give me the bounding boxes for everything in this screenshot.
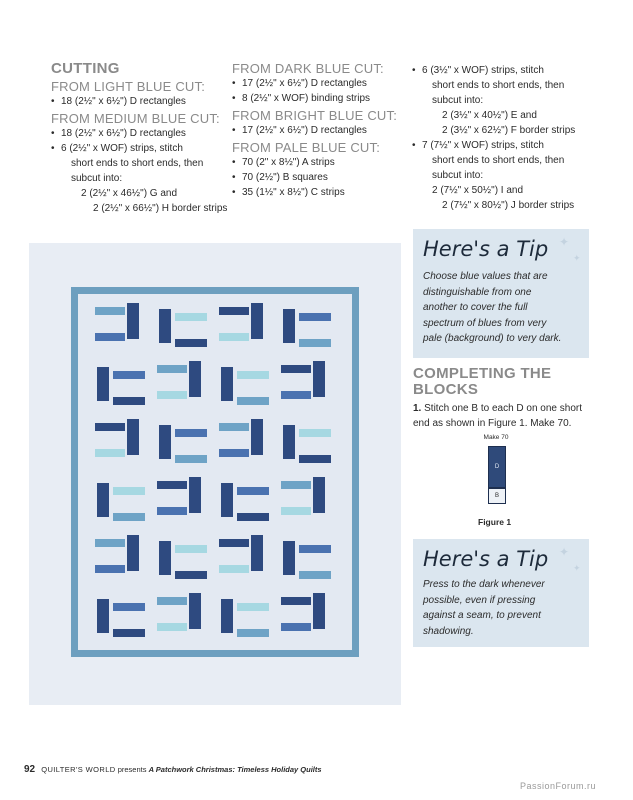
quilt-patch xyxy=(251,303,263,339)
col3-item-cont: short ends to short ends, then xyxy=(432,80,565,91)
quilt-patch xyxy=(113,397,145,405)
tip-line: against a seam, to prevent xyxy=(423,610,541,621)
footer-title: A Patchwork Christmas: Timeless Holiday Quilts xyxy=(148,765,322,774)
quilt-patch xyxy=(97,599,109,633)
watermark: PassionForum.ru xyxy=(520,781,597,791)
col3-sub: 2 (3½" x 40½") E and xyxy=(442,110,537,121)
quilt-patch xyxy=(283,425,295,459)
step-number: 1. xyxy=(413,403,422,414)
star-icon: ✦ xyxy=(573,563,581,573)
light-blue-heading: FROM LIGHT BLUE CUT: xyxy=(51,79,206,94)
quilt-patch xyxy=(299,455,331,463)
light-blue-item: • 18 (2½" x 6½") D rectangles xyxy=(51,94,226,109)
quilt-patch xyxy=(281,597,311,605)
tip-line: another to cover the full xyxy=(423,302,528,313)
quilt-patch xyxy=(175,339,207,347)
quilt-patch xyxy=(175,455,207,463)
figure-b-square: B xyxy=(488,488,506,504)
medium-blue-item: • 18 (2½" x 6½") D rectangles xyxy=(51,126,226,141)
quilt-patch xyxy=(219,539,249,547)
medium-blue-sub: 2 (2½" x 66½") H border strips xyxy=(93,203,228,214)
quilt-patch xyxy=(237,487,269,495)
quilt-patch xyxy=(219,449,249,457)
tip-box-1 xyxy=(413,229,589,358)
tip-1-text xyxy=(423,269,561,347)
quilt-patch xyxy=(113,371,145,379)
tip-box-2 xyxy=(413,539,589,647)
figure-d-rect: D xyxy=(488,446,506,488)
quilt-patch xyxy=(221,367,233,401)
quilt-patch xyxy=(175,545,207,553)
quilt-photo xyxy=(29,243,401,705)
quilt-patch xyxy=(159,309,171,343)
completing-title xyxy=(413,366,613,398)
col3-sub: 2 (7½" x 50½") I and xyxy=(432,185,524,196)
cutting-section xyxy=(51,60,226,216)
quilt-patch xyxy=(113,629,145,637)
quilt-patch xyxy=(251,535,263,571)
quilt-patch xyxy=(281,623,311,631)
quilt-patch xyxy=(97,483,109,517)
quilt-patch xyxy=(157,507,187,515)
quilt-patch xyxy=(127,535,139,571)
quilt-patch xyxy=(281,481,311,489)
pale-blue-item: • 35 (1½" x 8½") C strips xyxy=(232,185,412,200)
pale-blue-heading: FROM PALE BLUE CUT: xyxy=(232,140,381,155)
quilt-patch xyxy=(113,603,145,611)
quilt-patch xyxy=(281,507,311,515)
quilt-patch xyxy=(219,307,249,315)
quilt-patch xyxy=(221,599,233,633)
completing-title-line: COMPLETING THE xyxy=(413,365,552,382)
tip-line: shadowing. xyxy=(423,625,474,637)
quilt-patch xyxy=(281,365,311,373)
quilt-patch xyxy=(299,313,331,321)
tip-line: pale (background) to very dark. xyxy=(423,333,562,344)
quilt-patch xyxy=(127,419,139,455)
quilt-patch xyxy=(237,603,269,611)
page-footer xyxy=(24,764,322,775)
quilt-patch xyxy=(175,429,207,437)
quilt-patch xyxy=(251,419,263,455)
quilt-patch xyxy=(157,481,187,489)
cutting-col2 xyxy=(232,61,412,200)
quilt-patch xyxy=(283,541,295,575)
completing-title-line: BLOCKS xyxy=(413,381,479,398)
quilt-patch xyxy=(95,333,125,341)
completing-section xyxy=(413,366,613,431)
col3-sub: 2 (3½" x 62½") F border strips xyxy=(442,125,576,136)
quilt-patch xyxy=(159,541,171,575)
quilt-patch xyxy=(175,313,207,321)
quilt-patch xyxy=(157,365,187,373)
quilt-patch xyxy=(313,593,325,629)
tip-line: possible, even if pressing xyxy=(423,594,536,606)
star-icon: ✦ xyxy=(559,545,570,559)
quilt-patch xyxy=(127,303,139,339)
quilt-patch xyxy=(313,477,325,513)
figure-1 xyxy=(470,434,530,534)
bright-blue-heading: FROM BRIGHT BLUE CUT: xyxy=(232,108,398,123)
tip-2-text xyxy=(423,577,545,639)
quilt-patch xyxy=(237,397,269,405)
step-text: Stitch one B to each D on one short xyxy=(424,403,583,414)
quilt-patch xyxy=(299,339,331,347)
tip-line: spectrum of blues from very xyxy=(423,317,547,329)
quilt-patch xyxy=(95,565,125,573)
quilt-patch xyxy=(313,361,325,397)
tip-line: Press to the dark whenever xyxy=(423,579,545,590)
quilt-patch xyxy=(281,391,311,399)
quilt-patch xyxy=(95,539,125,547)
figure-caption: Figure 1 xyxy=(478,517,512,527)
quilt-patch xyxy=(221,483,233,517)
step-text: end as shown in Figure 1. Make 70. xyxy=(413,418,572,429)
star-icon: ✦ xyxy=(573,253,581,263)
quilt-patch xyxy=(189,361,201,397)
tip-1-title: Here's a Tip xyxy=(423,237,549,261)
quilt-patch xyxy=(219,423,249,431)
quilt-patch xyxy=(237,371,269,379)
quilt-patch xyxy=(299,545,331,553)
quilt-patch xyxy=(299,429,331,437)
star-icon: ✦ xyxy=(559,235,570,249)
footer-brand: QUILTER'S WORLD xyxy=(41,765,116,774)
quilt-patch xyxy=(157,623,187,631)
medium-blue-item-cont: short ends to short ends, then xyxy=(71,158,204,169)
quilt-patch xyxy=(113,513,145,521)
tip-2-title: Here's a Tip xyxy=(423,547,549,571)
medium-blue-sub: 2 (2½" x 46½") G and xyxy=(81,188,178,199)
quilt-patch xyxy=(283,309,295,343)
quilt-patch xyxy=(175,571,207,579)
quilt-patch xyxy=(219,565,249,573)
quilt-patch xyxy=(113,487,145,495)
cutting-col3 xyxy=(412,63,612,213)
page-number: 92 xyxy=(24,764,36,775)
quilt-patch xyxy=(95,449,125,457)
medium-blue-item: • 6 (2½" x WOF) strips, stitch xyxy=(51,141,226,156)
quilt-patch xyxy=(159,425,171,459)
cutting-title: CUTTING xyxy=(51,60,120,77)
quilt-patch xyxy=(95,423,125,431)
footer-presents: presents xyxy=(117,765,147,774)
quilt-patch xyxy=(189,593,201,629)
pale-blue-item: • 70 (2" x 8½") A strips xyxy=(232,155,412,170)
col3-item-cont: short ends to short ends, then xyxy=(432,155,565,166)
figure-make-label: Make 70 xyxy=(483,434,509,441)
quilt-patch xyxy=(95,307,125,315)
bright-blue-item: • 17 (2½" x 6½") D rectangles xyxy=(232,123,412,138)
quilt-illustration xyxy=(29,243,401,705)
step-1 xyxy=(413,401,613,416)
quilt-patch xyxy=(299,571,331,579)
col3-item: • 6 (3½" x WOF) strips, stitch xyxy=(412,63,612,78)
col3-item-cont: subcut into: xyxy=(432,95,484,106)
quilt-patch xyxy=(219,333,249,341)
medium-blue-item-cont: subcut into: xyxy=(71,173,123,184)
quilt-patch xyxy=(157,391,187,399)
tip-line: distinguishable from one xyxy=(423,286,532,298)
pale-blue-item: • 70 (2½") B squares xyxy=(232,170,412,185)
quilt-patch xyxy=(237,513,269,521)
col3-item: • 7 (7½" x WOF) strips, stitch xyxy=(412,138,612,153)
dark-blue-item: • 8 (2½" x WOF) binding strips xyxy=(232,91,412,106)
medium-blue-heading: FROM MEDIUM BLUE CUT: xyxy=(51,111,220,126)
quilt-patch xyxy=(189,477,201,513)
col3-item-cont: subcut into: xyxy=(432,170,484,181)
col3-sub: 2 (7½" x 80½") J border strips xyxy=(442,200,575,211)
dark-blue-heading: FROM DARK BLUE CUT: xyxy=(232,61,384,76)
quilt-patch xyxy=(237,629,269,637)
tip-line: Choose blue values that are xyxy=(423,271,548,282)
quilt-patch xyxy=(97,367,109,401)
dark-blue-item: • 17 (2½" x 6½") D rectangles xyxy=(232,76,412,91)
quilt-patch xyxy=(157,597,187,605)
